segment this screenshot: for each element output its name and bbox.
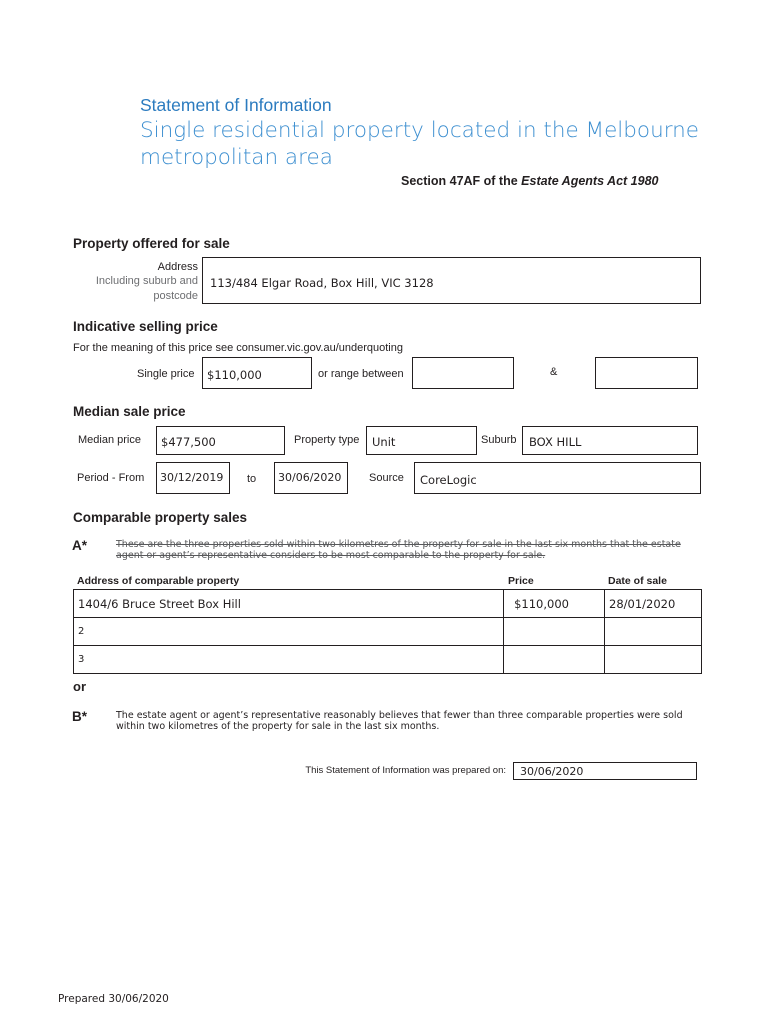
or-label: or (73, 679, 86, 694)
comparable-address-3[interactable]: 3 (74, 646, 504, 674)
comparable-heading: Comparable property sales (73, 510, 248, 525)
col-price-header: Price (508, 575, 534, 587)
comparable-price-1[interactable]: $110,000 (504, 590, 605, 618)
source-value: CoreLogic (420, 473, 477, 487)
suburb-label: Suburb (481, 434, 517, 446)
table-row (74, 590, 702, 618)
comparable-price-3[interactable] (504, 646, 605, 674)
comparable-address-1[interactable]: 1404/6 Bruce Street Box Hill (74, 590, 504, 618)
col-date-header: Date of sale (608, 575, 667, 587)
prepared-label: This Statement of Information was prepared on: (305, 765, 506, 776)
suburb-field[interactable] (522, 426, 698, 455)
period-from-label: Period - From (77, 472, 145, 484)
range-label: or range between (318, 368, 404, 380)
single-price-field[interactable] (202, 357, 312, 389)
comparable-address-2[interactable]: 2 (74, 618, 504, 646)
median-price-field[interactable] (156, 426, 285, 455)
range-high-field[interactable] (595, 357, 698, 389)
comparable-date-2[interactable] (605, 618, 702, 646)
prepared-date-field[interactable] (513, 762, 697, 780)
option-a-text: These are the three properties sold within two kilometres of the property for sale in the last six months that the estate agent or agent’s representative considers to be most comparable to the property for sale. (116, 539, 681, 561)
act-reference (401, 174, 658, 188)
property-type-field[interactable] (366, 426, 477, 455)
comparable-price-2[interactable] (504, 618, 605, 646)
address-sublabel-1: Including suburb and (95, 275, 198, 287)
address-label: Address (157, 261, 198, 273)
median-heading: Median sale price (73, 404, 186, 419)
footer-prepared: Prepared 30/06/2020 (58, 993, 169, 1005)
period-from-value: 30/12/2019 (160, 471, 224, 484)
option-b-text: The estate agent or agent’s representative reasonably believes that fewer than three comparable properties were sold within two kilometres of the property for sale in the last six months. (116, 710, 683, 732)
table-row (74, 646, 702, 674)
period-to-value: 30/06/2020 (278, 471, 342, 484)
period-from-field[interactable] (156, 462, 230, 494)
property-type-label: Property type (294, 434, 360, 446)
act-prefix: Section 47AF of the (401, 174, 522, 188)
comparable-date-3[interactable] (605, 646, 702, 674)
table-row (74, 618, 702, 646)
document-title: Statement of Information (140, 95, 332, 115)
comparable-table (73, 589, 702, 674)
comparable-date-1[interactable]: 28/01/2020 (605, 590, 702, 618)
range-ampersand: & (550, 366, 558, 378)
single-price-value: $110,000 (207, 368, 262, 382)
document-subtitle: Single residential property located in the Melbourne metropolitan area (140, 118, 700, 170)
suburb-value: BOX HILL (529, 435, 582, 449)
median-price-label: Median price (78, 434, 141, 446)
single-price-label: Single price (137, 368, 195, 380)
range-low-field[interactable] (412, 357, 514, 389)
address-sublabel-2: postcode (153, 290, 198, 302)
property-type-value: Unit (372, 435, 396, 449)
address-field[interactable] (202, 257, 701, 304)
address-value: 113/484 Elgar Road, Box Hill, VIC 3128 (210, 276, 434, 290)
option-a-marker: A* (72, 538, 88, 553)
source-label: Source (369, 472, 404, 484)
col-address-header: Address of comparable property (77, 575, 240, 587)
source-field[interactable] (414, 462, 701, 494)
period-to-label: to (247, 473, 257, 485)
option-b-marker: B* (72, 709, 88, 724)
indicative-note: For the meaning of this price see consumer.vic.gov.au/underquoting (73, 342, 403, 354)
indicative-heading: Indicative selling price (73, 319, 218, 334)
period-to-field[interactable] (274, 462, 348, 494)
act-name: Estate Agents Act 1980 (521, 174, 659, 188)
median-price-value: $477,500 (161, 435, 216, 449)
prepared-date-value: 30/06/2020 (520, 765, 584, 778)
property-heading: Property offered for sale (73, 236, 230, 251)
